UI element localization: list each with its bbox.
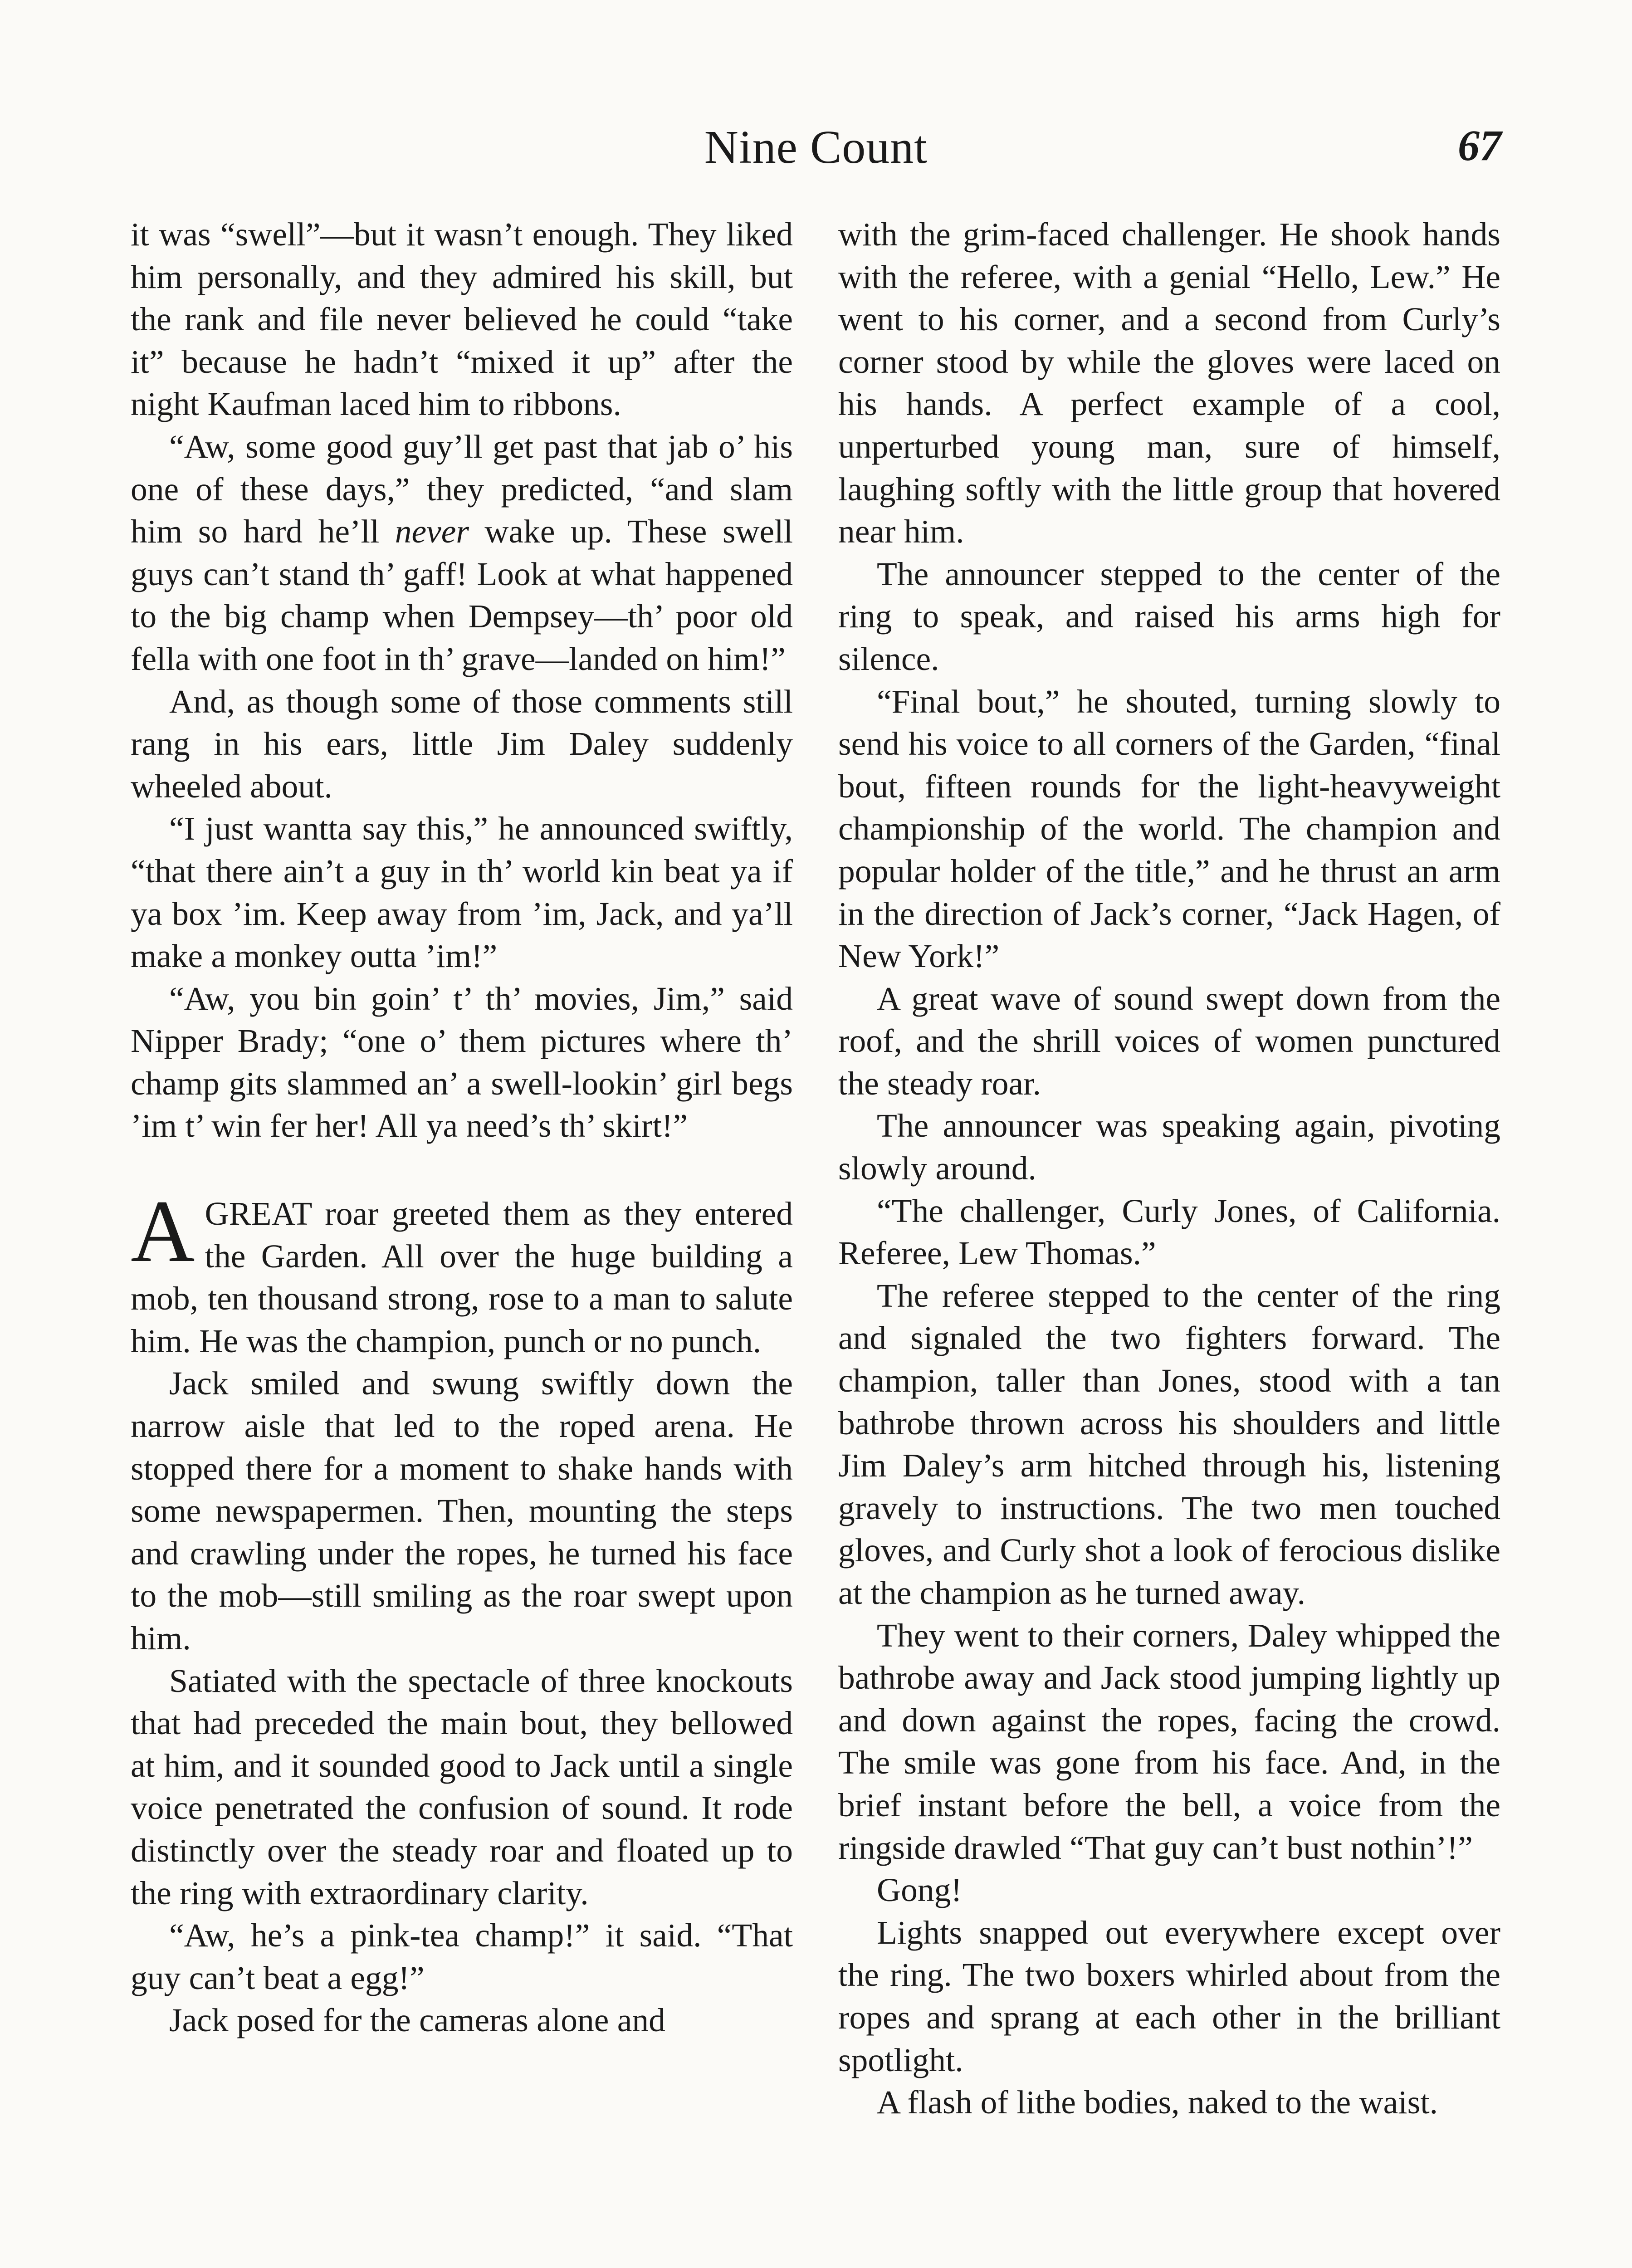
- paragraph: “I just wantta say this,” he announced swiftly, “that there ain’t a guy in th’ world kin beat ya if ya box ’im. Keep away from ’im, Jack, and ya’ll make a monkey outta ’im!”: [131, 810, 793, 975]
- emphasis-text: never: [395, 513, 469, 550]
- page-number: 67: [1458, 121, 1501, 170]
- paragraph: with the grim-faced challenger. He shook hands with the referee, with a genial “Hello, Lew.” He went to his corner, and a second from Curly’s corner stood by while the gloves were laced on his hands. A perfect example of a cool, unperturbed young man, sure of himself, laughing softly with the little group that hovered near him.: [838, 216, 1500, 550]
- paragraph: Jack posed for the cameras alone and: [169, 2002, 665, 2039]
- paragraph: Jack smiled and swung swiftly down the narrow aisle that led to the roped arena. He stopped there for a moment to shake hands with some newspapermen. Then, mounting the steps and crawling under the ropes, he turned his face to the mob—still smiling as the roar swept upon him.: [131, 1365, 793, 1657]
- left-column: [131, 213, 793, 2042]
- paragraph: “Aw, he’s a pink-tea champ!” it said. “That guy can’t beat a egg!”: [131, 1917, 793, 1996]
- running-title: Nine Count: [704, 121, 928, 173]
- paragraph: They went to their corners, Daley whipped the bathrobe away and Jack stood jumping lightly up and down against the ropes, facing the crowd. The smile was gone from his face. And, in the brief instant before the bell, a voice from the ringside drawled “That guy can’t bust nothin’!”: [838, 1617, 1500, 1866]
- paragraph: [131, 425, 793, 680]
- paragraph: The referee stepped to the center of the ring and signaled the two fighters forward. The champion, taller than Jones, stood with a tan bathrobe thrown across his shoulders and little Jim Daley’s arm hitched through his, listening gravely to instructions. The two men touched gloves, and Curly shot a look of ferocious dislike at the champion as he turned away.: [838, 1277, 1500, 1611]
- paragraph: “The challenger, Curly Jones, of California. Referee, Lew Thomas.”: [838, 1192, 1500, 1272]
- paragraph: A great wave of sound swept down from the roof, and the shrill voices of women punctured the steady roar.: [838, 980, 1500, 1102]
- paragraph-text: wake up. These swell guys can’t stand th’ gaff! Look at what happened to the big champ when Dempsey—th’ poor old fella with one foot in th’ grave—landed on him!”: [131, 513, 793, 677]
- section-opening-paragraph: [131, 1182, 793, 1362]
- paragraph: “Final bout,” he shouted, turning slowly to send his voice to all corners of the Garden, “final bout, fifteen rounds for the light-heavyweight championship of the world. The champion and popular holder of the title,” and he thrust an arm in the direction of Jack’s corner, “Jack Hagen, of New York!”: [838, 683, 1500, 975]
- paragraph: Lights snapped out everywhere except over the ring. The two boxers whirled about from the ropes and sprang at each other in the brilliant spotlight.: [838, 1914, 1500, 2078]
- page-header: [0, 120, 1632, 179]
- paragraph: The announcer stepped to the center of the ring to speak, and raised his arms high for silence.: [838, 555, 1500, 677]
- right-column: [838, 213, 1500, 2124]
- paragraph: And, as though some of those comments still rang in his ears, little Jim Daley suddenly wheeled about.: [131, 683, 793, 805]
- paragraph: Satiated with the spectacle of three knockouts that had preceded the main bout, they bellowed at him, and it sounded good to Jack until a single voice penetrated the confusion of sound. It rode distinctly over the steady roar and floated up to the ring with extraordinary clarity.: [131, 1662, 793, 1911]
- paragraph: it was “swell”—but it wasn’t enough. They liked him personally, and they admired his skill, but the rank and file never believed he could “take it” because he hadn’t “mixed it up” after the night Kaufman laced him to ribbons.: [131, 216, 793, 423]
- paragraph-text: GREAT roar greeted them as they entered the Garden. All over the huge building a mob, ten thousand strong, rose to a man to salute him. He was the champion, punch or no punch.: [131, 1195, 793, 1359]
- drop-cap: A: [131, 1182, 195, 1281]
- paragraph: A flash of lithe bodies, naked to the waist.: [877, 2084, 1438, 2121]
- paragraph: Gong!: [877, 1872, 962, 1909]
- paragraph-text: “Aw, some good guy’ll get past that jab o’ his one of these days,” they predicted, “and slam him so hard he’ll: [131, 428, 793, 550]
- paragraph: The announcer was speaking again, pivoting slowly around.: [838, 1107, 1500, 1187]
- paragraph: “Aw, you bin goin’ t’ th’ movies, Jim,” said Nipper Brady; “one o’ them pictures where th’ champ gits slammed an’ a swell-lookin’ girl begs ’im t’ win fer her! All ya need’s th’ skirt!”: [131, 980, 793, 1144]
